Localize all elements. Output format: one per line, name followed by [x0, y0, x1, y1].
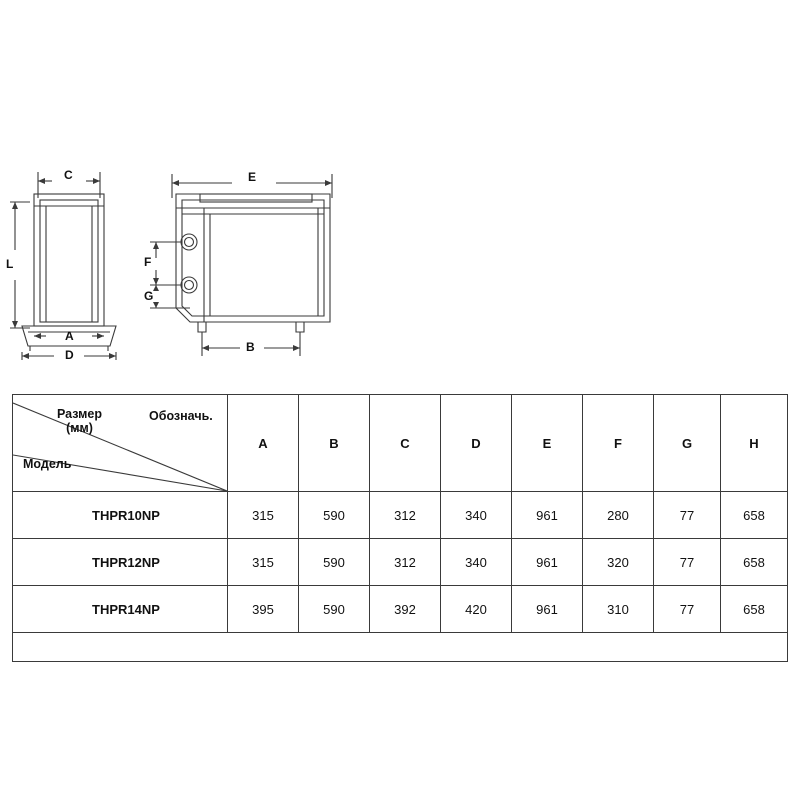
cell-H: 658: [721, 492, 788, 539]
cell-D: 340: [441, 539, 512, 586]
table-corner-header: [13, 395, 228, 492]
dim-label-L: L: [6, 257, 14, 271]
spacer-cell: [583, 633, 654, 662]
dim-label-A: A: [65, 329, 74, 343]
spacer-cell-right: [721, 633, 788, 662]
cell-A: 315: [228, 539, 299, 586]
cell-H: 658: [721, 539, 788, 586]
spacer-cell: [299, 633, 370, 662]
table-header-row: [13, 395, 788, 492]
table-row: [13, 539, 788, 586]
spacer-cell-left: [13, 633, 228, 662]
cell-C: 312: [370, 492, 441, 539]
column-header-H: H: [721, 395, 788, 492]
cell-G: 77: [654, 492, 721, 539]
cell-G: 77: [654, 539, 721, 586]
column-header-G: G: [654, 395, 721, 492]
cell-H: 658: [721, 586, 788, 633]
spacer-cell: [441, 633, 512, 662]
cell-B: 590: [299, 539, 370, 586]
table-row: [13, 492, 788, 539]
model-name: THPR14NP: [13, 586, 228, 633]
model-name: THPR10NP: [13, 492, 228, 539]
dimensions-table: [12, 394, 788, 662]
cell-B: 590: [299, 492, 370, 539]
spacer-cell: [512, 633, 583, 662]
cell-E: 961: [512, 539, 583, 586]
dim-label-B: B: [246, 340, 255, 354]
cell-F: 280: [583, 492, 654, 539]
cell-F: 320: [583, 539, 654, 586]
table-row: [13, 586, 788, 633]
column-header-F: F: [583, 395, 654, 492]
column-header-B: B: [299, 395, 370, 492]
cell-D: 340: [441, 492, 512, 539]
dim-label-C: C: [64, 168, 73, 182]
column-header-E: E: [512, 395, 583, 492]
spacer-cell: [370, 633, 441, 662]
corner-designation-label: Обозначь.: [149, 409, 213, 423]
corner-model-label: Модель: [23, 457, 72, 471]
table-spacer-row: [13, 633, 788, 662]
cell-D: 420: [441, 586, 512, 633]
dim-label-E: E: [248, 170, 257, 184]
cell-B: 590: [299, 586, 370, 633]
spacer-cell: [654, 633, 721, 662]
cell-C: 392: [370, 586, 441, 633]
corner-size-label: Размер (мм): [57, 407, 103, 435]
technical-drawings: [0, 150, 800, 390]
dim-label-G: G: [144, 289, 154, 303]
cell-E: 961: [512, 586, 583, 633]
spacer-cell: [228, 633, 299, 662]
column-header-C: C: [370, 395, 441, 492]
drawing-svg: [0, 150, 800, 390]
cell-E: 961: [512, 492, 583, 539]
cell-G: 77: [654, 586, 721, 633]
dim-label-D: D: [65, 348, 74, 362]
cell-A: 315: [228, 492, 299, 539]
column-header-D: D: [441, 395, 512, 492]
cell-F: 310: [583, 586, 654, 633]
model-name: THPR12NP: [13, 539, 228, 586]
column-header-A: A: [228, 395, 299, 492]
cell-C: 312: [370, 539, 441, 586]
cell-A: 395: [228, 586, 299, 633]
dim-label-F: F: [144, 255, 152, 269]
